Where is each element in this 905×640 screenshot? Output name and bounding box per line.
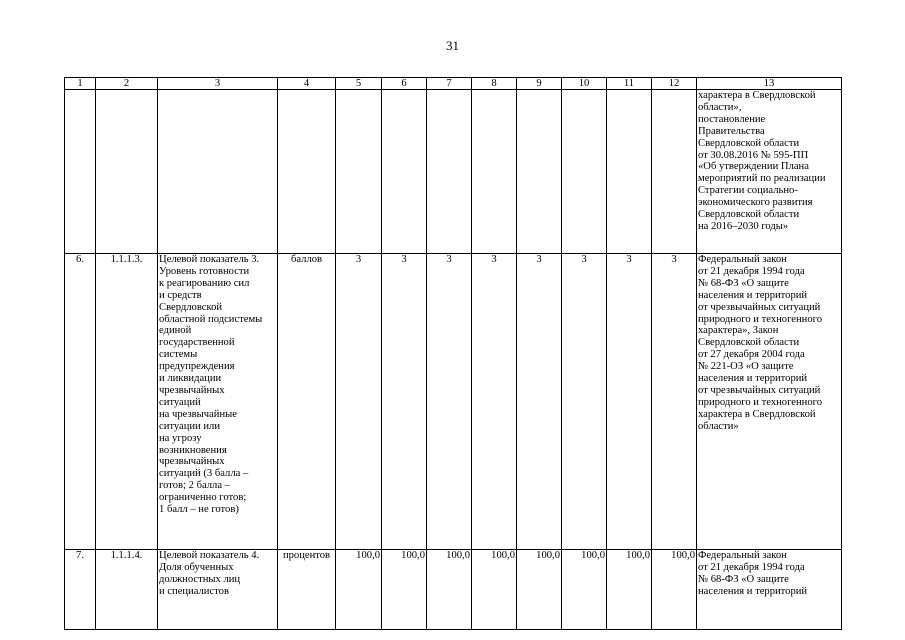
- row-code: 1.1.1.3.: [96, 254, 158, 550]
- value-cell: 3: [336, 254, 382, 550]
- col-header: 13: [697, 78, 842, 90]
- value-cell: 100,0: [336, 550, 382, 630]
- col-header: 3: [158, 78, 278, 90]
- legal-basis-cell: Федеральный закон от 21 декабря 1994 года № 68-ФЗ «О защите населения и территорий от чрезвычайных ситуаций природного и техногенного характера», Закон Свердловской области от 27 декабря 2004 года № 221-ОЗ «О защите населения и территорий от чрезвычайных ситуаций природного и техногенного характера в Свердловской области»: [697, 254, 842, 550]
- unit-cell: процентов: [278, 550, 336, 630]
- value-cell: 100,0: [562, 550, 607, 630]
- value-cell: 3: [562, 254, 607, 550]
- col-header: 1: [65, 78, 96, 90]
- value-cell: 100,0: [517, 550, 562, 630]
- indicator-name-cell: Целевой показатель 3. Уровень готовности к реагированию сил и средств Свердловской областной подсистемы единой государственной системы предупреждения и ликвидации чрезвычайных ситуаций на чрезвычайные ситуации или на угрозу возникновения чрезвычайных ситуаций (3 балла – готов; 2 балла – ограниченно готов; 1 балл – не готов): [158, 254, 278, 550]
- value-cell: 100,0: [652, 550, 697, 630]
- col-header: 5: [336, 78, 382, 90]
- col-header: 7: [427, 78, 472, 90]
- continuation-row: [65, 90, 842, 254]
- value-cell: 100,0: [607, 550, 652, 630]
- table-row: [65, 254, 842, 550]
- table-row: [65, 550, 842, 630]
- col-header: 9: [517, 78, 562, 90]
- row-code: 1.1.1.4.: [96, 550, 158, 630]
- column-number-row: [65, 78, 842, 90]
- value-cell: 3: [607, 254, 652, 550]
- col-header: 12: [652, 78, 697, 90]
- page-number: 31: [446, 38, 459, 53]
- unit-cell: баллов: [278, 254, 336, 550]
- value-cell: 100,0: [472, 550, 517, 630]
- value-cell: 3: [472, 254, 517, 550]
- col-header: 4: [278, 78, 336, 90]
- col-header: 8: [472, 78, 517, 90]
- legal-basis-cell: Федеральный закон от 21 декабря 1994 года № 68-ФЗ «О защите населения и территорий: [697, 550, 842, 630]
- indicators-table: [64, 77, 842, 630]
- row-number: 7.: [65, 550, 96, 630]
- col-header: 2: [96, 78, 158, 90]
- value-cell: 3: [652, 254, 697, 550]
- row-number: 6.: [65, 254, 96, 550]
- value-cell: 3: [517, 254, 562, 550]
- indicator-name-cell: Целевой показатель 4. Доля обученных должностных лиц и специалистов: [158, 550, 278, 630]
- legal-basis-cell: характера в Свердловской области», постановление Правительства Свердловской области от 30.08.2016 № 595-ПП «Об утверждении Плана мероприятий по реализации Стратегии социально- экономического развития Свердловской области на 2016–2030 годы»: [697, 90, 842, 254]
- col-header: 10: [562, 78, 607, 90]
- value-cell: 3: [382, 254, 427, 550]
- value-cell: 100,0: [427, 550, 472, 630]
- value-cell: 3: [427, 254, 472, 550]
- col-header: 11: [607, 78, 652, 90]
- col-header: 6: [382, 78, 427, 90]
- value-cell: 100,0: [382, 550, 427, 630]
